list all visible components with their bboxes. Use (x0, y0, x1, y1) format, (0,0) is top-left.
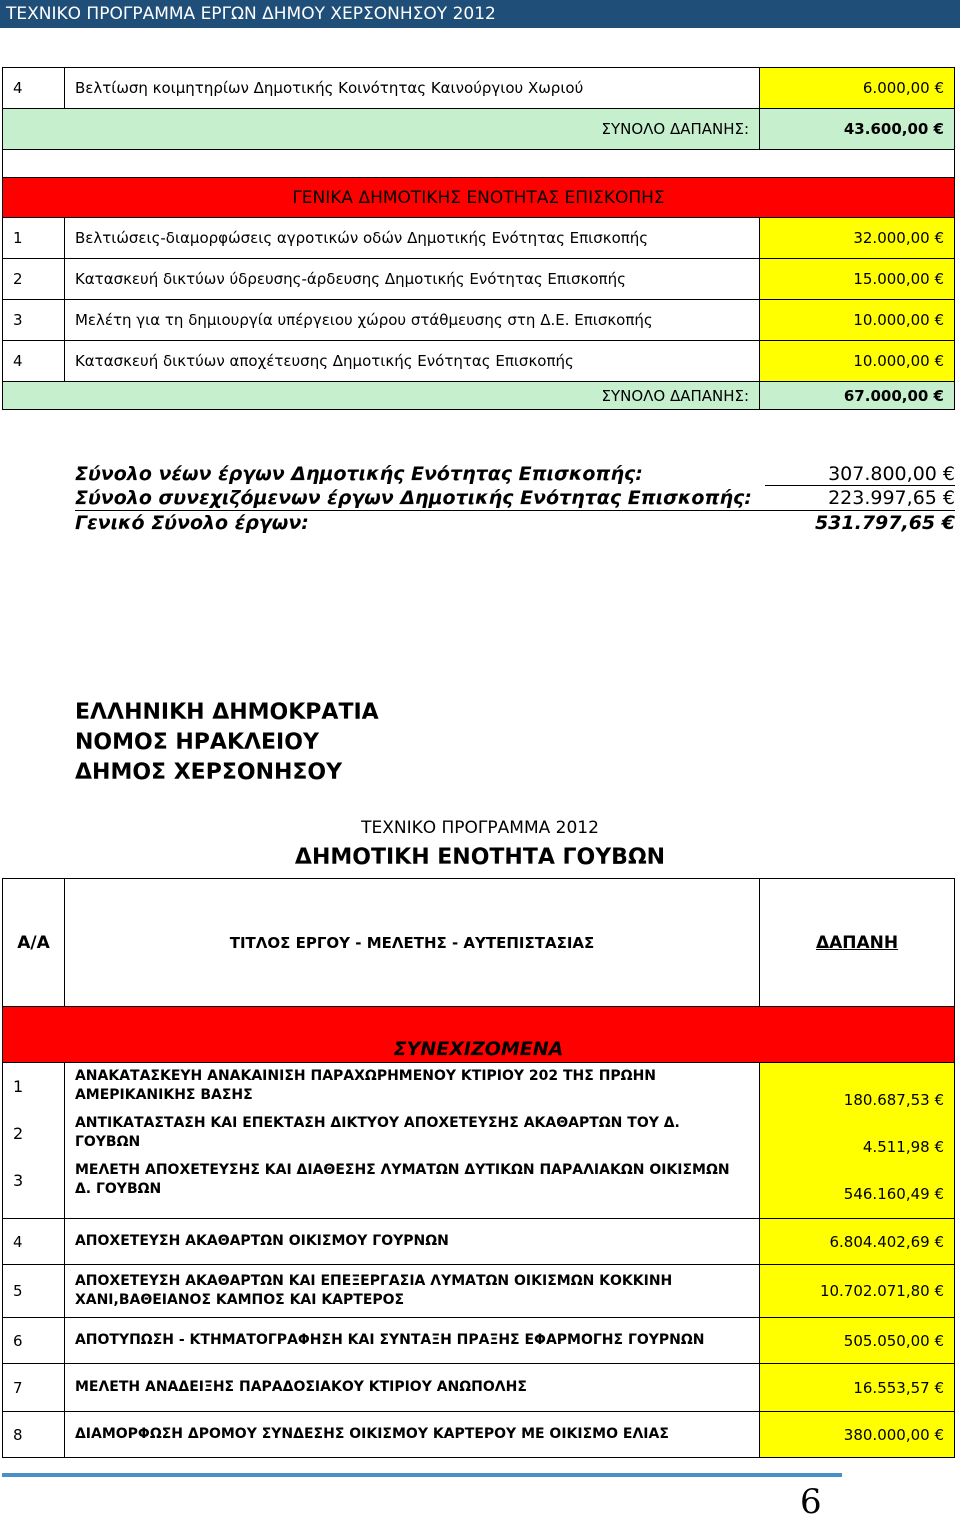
section-title: ΣΥΝΕΧΙΖΟΜΕΝΑ (3, 1007, 955, 1063)
row-number: 5 (3, 1265, 65, 1318)
row-title: Βελτιώσεις-διαμορφώσεις αγροτικών οδών Δημοτικής Ενότητας Επισκοπής (64, 218, 759, 259)
row-number: 6 (3, 1318, 65, 1364)
section-row (3, 178, 955, 218)
projects-table-gouves (2, 878, 955, 1458)
footer-rule (2, 1473, 842, 1477)
table-row (3, 1265, 955, 1318)
row-title: Βελτίωση κοιμητηρίων Δημοτικής Κοινότητας Καινούργιου Χωριού (64, 68, 759, 109)
row-number: 2 (13, 1124, 24, 1143)
header-aa: Α/Α (3, 879, 65, 1007)
table-row (3, 1219, 955, 1265)
total-row (3, 382, 955, 410)
letterhead-municipality: ΔΗΜΟΣ ΧΕΡΣΟΝΗΣΟΥ (75, 760, 343, 785)
row-title: ΜΕΛΕΤΗ ΑΝΑΔΕΙΞΗΣ ΠΑΡΑΔΟΣΙΑΚΟΥ ΚΤΙΡΙΟΥ ΑΝΩΠΟΛΗΣ (64, 1364, 759, 1412)
row-amount: 10.702.071,80 € (760, 1265, 955, 1318)
total-row (3, 109, 955, 150)
row-title: ΑΠΟΤΥΠΩΣΗ - ΚΤΗΜΑΤΟΓΡΑΦΗΣΗ ΚΑΙ ΣΥΝΤΑΞΗ ΠΡΑΞΗΣ ΕΦΑΡΜΟΓΗΣ ΓΟΥΡΝΩΝ (64, 1318, 759, 1364)
table-row (3, 218, 955, 259)
row-title: ΑΝΑΚΑΤΑΣΚΕΥΗ ΑΝΑΚΑΙΝΙΣΗ ΠΑΡΑΧΩΡΗΜΕΝΟΥ ΚΤΙΡΙΟΥ 202 ΤΗΣ ΠΡΩΗΝ ΑΜΕΡΙΚΑΝΙΚΗΣ ΒΑΣΗΣ (74, 1068, 657, 1103)
row-title: ΜΕΛΕΤΗ ΑΠΟΧΕΤΕΥΣΗΣ ΚΑΙ ΔΙΑΘΕΣΗΣ ΛΥΜΑΤΩΝ ΔΥΤΙΚΩΝ ΠΑΡΑΛΙΑΚΩΝ ΟΙΚΙΣΜΩΝ Δ. ΓΟΥΒΩΝ (74, 1162, 730, 1197)
new-works-value: 307.800,00 € (765, 462, 955, 486)
header-title: ΤΙΤΛΟΣ ΕΡΓΟΥ - ΜΕΛΕΤΗΣ - ΑΥΤΕΠΙΣΤΑΣΙΑΣ (64, 879, 759, 1007)
document-header: ΤΕΧΝΙΚΟ ΠΡΟΓΡΑΜΜΑ ΕΡΓΩΝ ΔΗΜΟΥ ΧΕΡΣΟΝΗΣΟΥ 2012 (0, 0, 960, 28)
row-amount: 16.553,57 € (760, 1364, 955, 1412)
program-title: ΤΕΧΝΙΚΟ ΠΡΟΓΡΑΜΜΑ 2012 (361, 818, 599, 838)
row-number: 3 (3, 300, 65, 341)
row-amount: 6.000,00 € (760, 68, 955, 109)
table-row-group (3, 1063, 955, 1219)
grand-total-label: Γενικό Σύνολο έργων: (75, 512, 309, 534)
row-number: 4 (3, 68, 65, 109)
letterhead-republic: ΕΛΛΗΝΙΚΗ ΔΗΜΟΚΡΑΤΙΑ (75, 700, 379, 725)
page-number: 6 (800, 1482, 822, 1522)
row-amount: 546.160,49 € (843, 1185, 944, 1203)
grand-total-value: 531.797,65 € (814, 512, 955, 534)
new-works-label: Σύνολο νέων έργων Δημοτικής Ενότητας Επισκοπής: (75, 463, 643, 485)
row-number: 8 (3, 1412, 65, 1458)
header-cost: ΔΑΠΑΝΗ (760, 879, 955, 1007)
row-title: ΑΠΟΧΕΤΕΥΣΗ ΑΚΑΘΑΡΤΩΝ ΟΙΚΙΣΜΟΥ ΓΟΥΡΝΩΝ (64, 1219, 759, 1265)
row-title: Κατασκευή δικτύων ύδρευσης-άρδευσης Δημοτικής Ενότητας Επισκοπής (64, 259, 759, 300)
continuing-works-value: 223.997,65 € (828, 487, 955, 509)
row-amount: 380.000,00 € (760, 1412, 955, 1458)
row-amount: 10.000,00 € (760, 300, 955, 341)
row-titles (64, 1063, 759, 1219)
row-title: Κατασκευή δικτύων αποχέτευσης Δημοτικής Ενότητας Επισκοπής (64, 341, 759, 382)
row-amount: 32.000,00 € (760, 218, 955, 259)
row-amount: 180.687,53 € (843, 1091, 944, 1109)
row-title: ΔΙΑΜΟΡΦΩΣΗ ΔΡΟΜΟΥ ΣΥΝΔΕΣΗΣ ΟΙΚΙΣΜΟΥ ΚΑΡΤΕΡΟΥ ΜΕ ΟΙΚΙΣΜΟ ΕΛΙΑΣ (64, 1412, 759, 1458)
row-amount: 10.000,00 € (760, 341, 955, 382)
row-number: 2 (3, 259, 65, 300)
row-title: ΑΝΤΙΚΑΤΑΣΤΑΣΗ ΚΑΙ ΕΠΕΚΤΑΣΗ ΔΙΚΤΥΟΥ ΑΠΟΧΕΤΕΥΣΗΣ ΑΚΑΘΑΡΤΩΝ ΤΟΥ Δ. ΓΟΥΒΩΝ (74, 1115, 680, 1150)
table-row (3, 1412, 955, 1458)
projects-table-episkopi (2, 67, 955, 410)
row-numbers (3, 1063, 65, 1219)
total-amount: 67.000,00 € (760, 382, 955, 410)
total-label: ΣΥΝΟΛΟ ΔΑΠΑΝΗΣ: (64, 382, 759, 410)
row-number: 7 (3, 1364, 65, 1412)
row-number: 1 (3, 218, 65, 259)
total-amount: 43.600,00 € (760, 109, 955, 150)
summary-block (75, 462, 955, 535)
row-amount: 15.000,00 € (760, 259, 955, 300)
row-title: ΑΠΟΧΕΤΕΥΣΗ ΑΚΑΘΑΡΤΩΝ ΚΑΙ ΕΠΕΞΕΡΓΑΣΙΑ ΛΥΜΑΤΩΝ ΟΙΚΙΣΜΩΝ ΚΟΚΚΙΝΗ ΧΑΝΙ,ΒΑΘΕΙΑΝΟΣ ΚΑΜΠΟΣ ΚΑΙ ΚΑΡΤΕΡΟΣ (64, 1265, 759, 1318)
table-row (3, 1364, 955, 1412)
table-row (3, 1318, 955, 1364)
row-number: 4 (3, 1219, 65, 1265)
row-amount: 505.050,00 € (760, 1318, 955, 1364)
section-title: ΓΕΝΙΚΑ ΔΗΜΟΤΙΚΗΣ ΕΝΟΤΗΤΑΣ ΕΠΙΣΚΟΠΗΣ (3, 178, 955, 218)
table-row (3, 300, 955, 341)
row-number: 1 (13, 1077, 24, 1096)
letterhead (75, 698, 379, 788)
table-header-row (3, 879, 955, 1007)
row-number: 4 (3, 341, 65, 382)
table-row (3, 341, 955, 382)
letterhead-prefecture: ΝΟΜΟΣ ΗΡΑΚΛΕΙΟΥ (75, 730, 319, 755)
section-row (3, 1007, 955, 1063)
row-amount: 6.804.402,69 € (760, 1219, 955, 1265)
table-row (3, 259, 955, 300)
table-row (3, 68, 955, 109)
row-number: 3 (13, 1171, 24, 1190)
row-amount: 4.511,98 € (862, 1138, 944, 1156)
continuing-works-label: Σύνολο συνεχιζόμενων έργων Δημοτικής Ενότητας Επισκοπής: (75, 487, 752, 509)
total-label: ΣΥΝΟΛΟ ΔΑΠΑΝΗΣ: (64, 109, 759, 150)
row-title: Μελέτη για τη δημιουργία υπέργειου χώρου στάθμευσης στη Δ.Ε. Επισκοπής (64, 300, 759, 341)
row-amounts (760, 1063, 955, 1219)
program-unit: ΔΗΜΟΤΙΚΗ ΕΝΟΤΗΤΑ ΓΟΥΒΩΝ (294, 845, 666, 870)
